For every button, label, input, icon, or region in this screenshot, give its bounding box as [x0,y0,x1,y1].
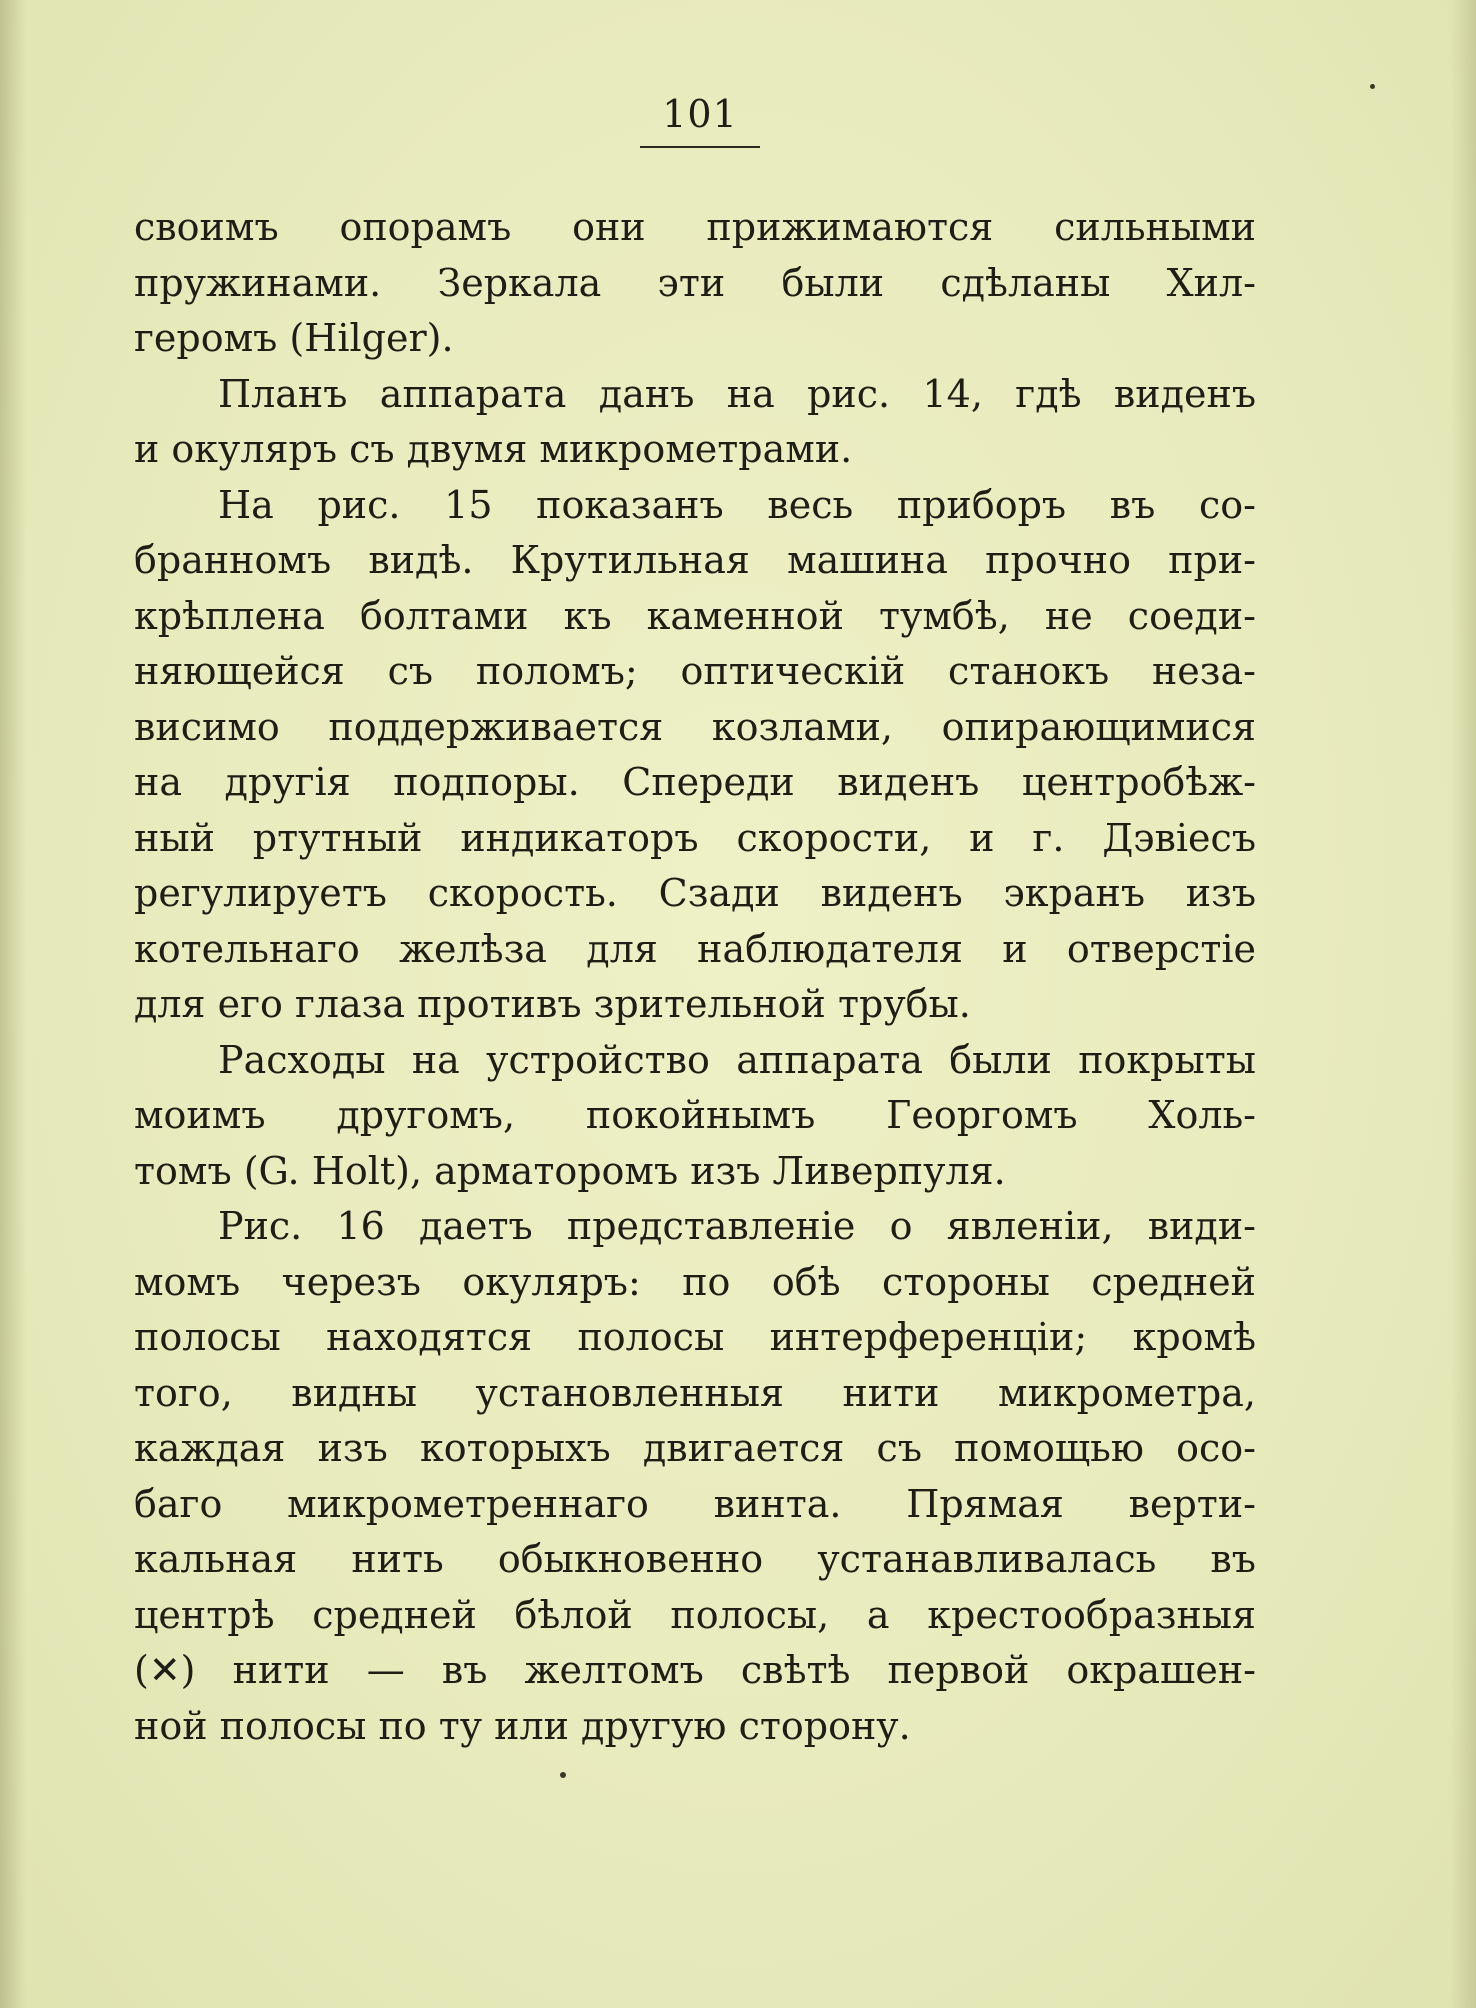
text-line: бранномъ видѣ. Крутильная машина прочно при- [134,538,1256,582]
paper-speck [1370,84,1375,89]
text-line: Рис. 16 даетъ представленіе о явленіи, види- [218,1204,1256,1248]
text-line: центрѣ средней бѣлой полосы, а крестообразныя [134,1592,1256,1637]
page-edge-shadow-left [0,0,26,2008]
text-line: пружинами. Зеркала эти были сдѣланы Хил- [134,260,1256,305]
text-line: регулируетъ скорость. Сзади виденъ экранъ изъ [134,871,1256,915]
text-line: момъ черезъ окуляръ: по обѣ стороны средней [134,1259,1256,1304]
text-line: (✕) нити — въ желтомъ свѣтѣ первой окрашен- [134,1648,1256,1692]
text-line: Планъ аппарата данъ на рис. 14, гдѣ виденъ [218,371,1256,416]
text-line: На рис. 15 показанъ весь приборъ въ со- [218,482,1256,527]
text-line: полосы находятся полосы интерференціи; кромѣ [134,1315,1256,1359]
page-number-rule [640,146,760,148]
page-number: 101 [662,92,738,136]
text-line: ный ртутный индикаторъ скорости, и г. Дэвіесъ [134,815,1256,860]
text-line: крѣплена болтами къ каменной тумбѣ, не соеди- [134,593,1256,638]
text-line: Расходы на устройство аппарата были покрыты [218,1037,1256,1082]
text-line: на другія подпоры. Спереди виденъ центробѣж- [134,760,1256,804]
text-line: котельнаго желѣза для наблюдателя и отверстіе [134,926,1256,971]
page-edge-shadow-right [1450,0,1476,2008]
text-line: томъ (G. Holt), арматоромъ изъ Ливерпуля. [134,1148,1006,1193]
text-line: своимъ опорамъ они прижимаются сильными [134,205,1256,249]
text-line: кальная нить обыкновенно устанавливалась въ [134,1537,1256,1581]
text-line: няющейся съ поломъ; оптическій станокъ неза- [134,649,1256,693]
text-line: каждая изъ которыхъ двигается съ помощью осо- [134,1426,1256,1470]
text-line: ной полосы по ту или другую сторону. [134,1703,911,1748]
text-line: моимъ другомъ, покойнымъ Георгомъ Холь- [134,1093,1256,1137]
text-line: и окуляръ съ двумя микрометрами. [134,427,853,471]
text-line: для его глаза противъ зрительной трубы. [134,982,971,1026]
text-line: того, видны установленныя нити микрометра, [134,1370,1256,1415]
body-text [134,200,1256,1754]
text-line: висимо поддерживается козлами, опирающимися [134,704,1256,749]
text-line: баго микрометреннаго винта. Прямая верти- [134,1481,1256,1526]
text-line: геромъ (Hilger). [134,316,454,360]
paper-speck [560,1772,566,1778]
